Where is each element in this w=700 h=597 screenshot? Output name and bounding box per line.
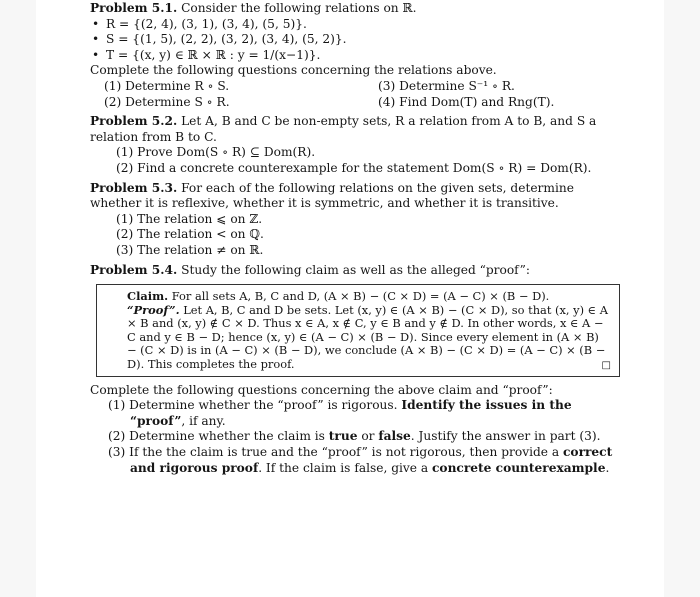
- subquestion-2: (2) The relation < on ℚ.: [116, 227, 264, 242]
- claim: [127, 290, 611, 304]
- subquestion-1: [90, 398, 620, 429]
- subquestions: [90, 79, 620, 110]
- problem-intro: Let A, B and C be non-empty sets, R a relation from A to B, and S a relation from B to C.: [90, 114, 597, 144]
- problem-question: Complete the following questions concerning the relations above.: [90, 63, 497, 78]
- subquestion-3-emphasis-1: correct and rigorous proof: [130, 445, 613, 475]
- problem-title: Problem 5.3.: [90, 180, 178, 195]
- subquestion-3: (3) The relation ≠ on ℝ.: [116, 242, 264, 257]
- relation-r: • R = {(2, 4), (3, 1), (3, 4), (5, 5)}.: [90, 17, 620, 33]
- proof-text: Let A, B, C and D be sets. Let (x, y) ∈ (A × B) − (C × D), so that (x, y) ∈ A × B and (x, y) ∉ C × D. Thus x ∈ A, x ∉ C, y ∈ B and y ∉ D. In other words, x ∈ A − C and y ∈ B − D; hence (x, y) ∈ (A − C) × (B − D). Since every element in (A × B) − (C × D) is in (A − C) × (B − D), we conclude (A × B) − (C × D) = (A − C) × (B − D). This completes the proof.: [127, 302, 608, 372]
- problem-intro: For each of the following relations on the given sets, determine whether it is reflexive, whether it is symmetric, and whether it is transitive.: [90, 180, 574, 211]
- problem-intro: Study the following claim as well as the alleged “proof”:: [181, 262, 530, 277]
- subquestion-4: (4) Find Dom(T) and Rng(T).: [378, 94, 555, 109]
- left-margin: [0, 0, 36, 597]
- proof: [127, 304, 611, 372]
- subquestion-1: (1) The relation ⩽ on ℤ.: [116, 211, 263, 226]
- subquestion-3: (3) Determine S⁻¹ ∘ R.: [378, 78, 515, 93]
- subquestion-1: (1) Determine R ∘ S.: [104, 78, 230, 93]
- subquestion-1-emphasis: Identify the issues in the “proof”: [130, 398, 572, 428]
- relation-t: • T = {(x, y) ∈ ℝ × ℝ : y = 1/(x−1)}.: [90, 48, 620, 64]
- subquestion-1-text: (1) Determine whether the “proof” is rigorous.: [108, 398, 398, 413]
- claim-proof-box: [96, 284, 620, 377]
- right-margin: [664, 0, 700, 597]
- problem-intro: Consider the following relations on ℝ.: [181, 1, 417, 15]
- problem-5-4: [90, 263, 620, 477]
- subquestion-2-true: true: [328, 429, 358, 444]
- subquestion-3-text: (3) If the the claim is true and the “proof” is not rigorous, then provide a: [108, 445, 560, 460]
- problem-5-1: [90, 1, 620, 110]
- problem-title: Problem 5.2.: [90, 114, 178, 129]
- problem-question: Complete the following questions concerning the above claim and “proof”:: [90, 382, 553, 397]
- subquestion-3-tail: .: [605, 460, 610, 475]
- subquestion-2-text: (2) Determine whether the claim is: [108, 429, 325, 444]
- problem-5-1-heading: [90, 1, 620, 17]
- subquestion-2-or: or: [361, 429, 375, 444]
- subquestion-3: [90, 445, 620, 476]
- subquestion-3-middle: . If the claim is false, give a: [258, 460, 429, 475]
- subquestion-2: (2) Determine S ∘ R.: [104, 94, 230, 109]
- problem-5-2: [90, 114, 620, 176]
- problem-title: Problem 5.1.: [90, 1, 178, 15]
- problem-5-3-heading: [90, 181, 620, 212]
- subquestion-2-tail: . Justify the answer in part (3).: [410, 429, 601, 444]
- claim-label: Claim.: [127, 289, 169, 304]
- qed-symbol: □: [601, 360, 611, 372]
- problem-5-4-heading: [90, 263, 620, 279]
- problem-5-3: [90, 181, 620, 259]
- subquestion-1-tail: , if any.: [181, 413, 226, 428]
- problem-title: Problem 5.4.: [90, 262, 178, 277]
- relation-s: • S = {(1, 5), (2, 2), (3, 2), (3, 4), (5, 2)}.: [90, 32, 620, 48]
- claim-text: For all sets A, B, C and D, (A × B) − (C × D) = (A − C) × (B − D).: [171, 289, 550, 304]
- subquestion-2: [90, 429, 620, 445]
- document-body: [90, 1, 620, 476]
- subquestion-2-false: false: [378, 429, 411, 444]
- subquestion-1: (1) Prove Dom(S ∘ R) ⊆ Dom(R).: [116, 145, 316, 160]
- subquestion-2: (2) Find a concrete counterexample for the statement Dom(S ∘ R) = Dom(R).: [116, 160, 592, 175]
- subquestion-3-emphasis-2: concrete counterexample: [432, 460, 606, 475]
- proof-label: “Proof”.: [127, 302, 180, 317]
- problem-5-2-heading: [90, 114, 620, 145]
